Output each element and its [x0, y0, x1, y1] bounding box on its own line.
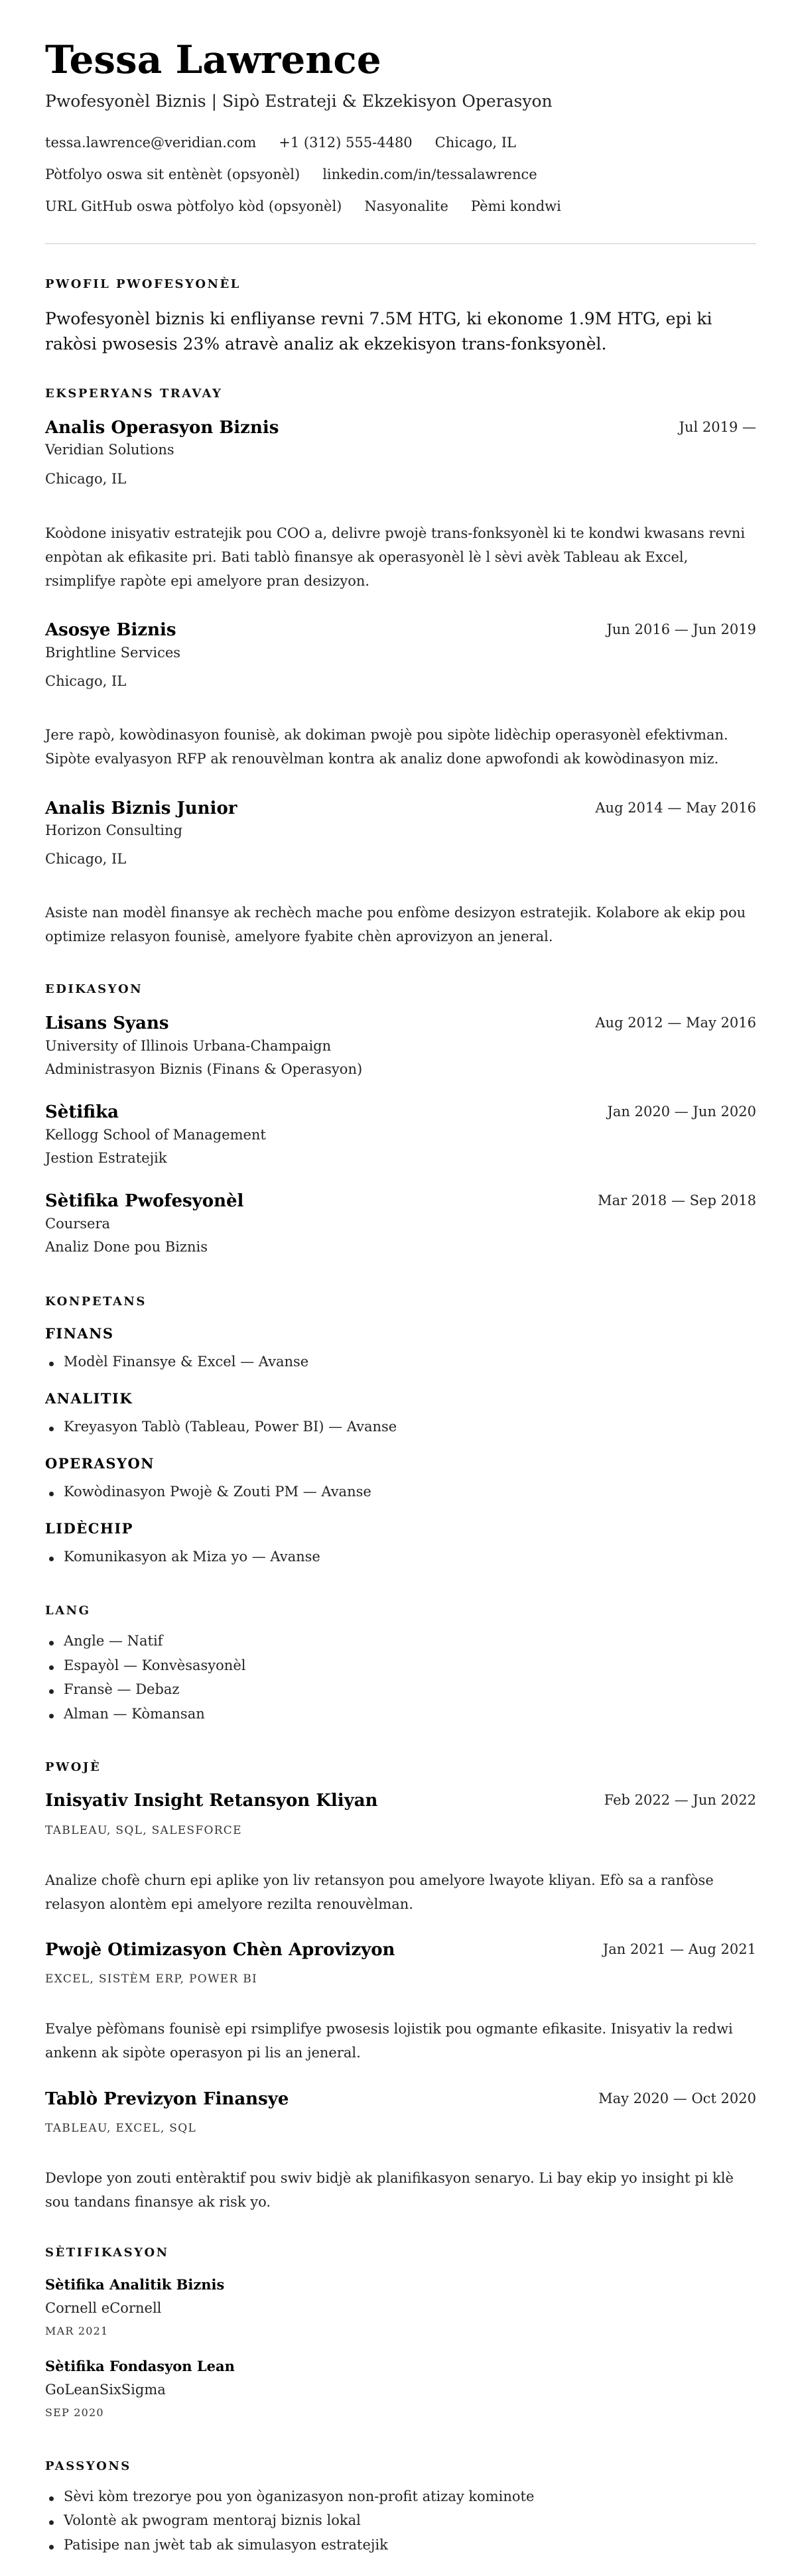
job-date: Jun 2016 — Jun 2019 [606, 621, 756, 637]
education-field: Analiz Done pou Biznis [45, 1239, 208, 1255]
profile-summary: Pwofesyonèl biznis ki enfliyanse revni 7.5M HTG, ki ekonome 1.9M HTG, epi ki rakòsi pwosesis 23% atravè analiz ak ekzekisyon trans-fonksyonèl. [45, 309, 712, 354]
location: Chicago, IL [434, 135, 516, 151]
bullet-icon [49, 1492, 54, 1496]
linkedin-link[interactable]: linkedin.com/in/tessalawrence [322, 166, 537, 182]
education-school: Coursera [45, 1216, 111, 1232]
nationality: Nasyonalite [364, 198, 448, 214]
bullet-icon [49, 1557, 54, 1561]
contact-row-links [45, 166, 537, 182]
education-degree: Sètifika Pwofesyonèl [45, 1191, 244, 1211]
job-date: Jul 2019 — [679, 419, 756, 435]
bullet-icon [49, 2520, 54, 2525]
resume-page: Tessa Lawrence Pwofesyonèl Biznis | Sipò Estrateji & Ekzekisyon Operasyon tessa.lawrence@veridian.com +1 (312) 555-4480 Chicago, IL Pòtfolyo oswa sit entènèt (opsyonèl) linkedin.com/in/tessalawrence URL GitHub oswa pòtfolyo kòd (opsyonèl) Nasyonalite Pèmi kondwi PWOFIL PWOFESYONÈL Pwofesyonèl biznis ki enfliyanse revni 7.5M HTG, ki ekonome 1.9M HTG, epi ki rakòsi pwosesis 23% atravè analiz ak ekzekisyon trans-fonksyonèl. EKSPERYANS TRAVAY Analis Operasyon Biznis Jul 2019 — Veridian Solutions Chicago, IL Koòdone inisyativ estratejik pou COO a, delivre pwojè trans-fonksyonèl ki te kondwi kwasans revni enpòtan ak efikasite pri. Bati tablò finansye ak operasyonèl lè l sèvi avèk Tableau ak Excel, rsimplifye rapòte epi amelyore pran desizyon. Asosye Biznis Jun 2016 — Jun 2019 Brightline Services Chicago, IL Jere rapò, kowòdinasyon founisè, ak dokiman pwojè pou sipòte lidèchip operasyonèl efektivman. Sipòte evalyasyon RFP ak renouvèlman kontra ak analiz done apwofondi ak kowòdinasyon miz. Analis Biznis Junior Aug 2014 — May 2016 Horizon Consulting Chicago, IL Asiste nan modèl finansye ak rechèch mache pou enfòme desizyon estratejik. Kolabore ak ekip pou optimize relasyon founisè, amelyore fyabite chèn aprovizyon an jeneral. EDIKASYON Lisans Syans Aug 2012 — May 2016 University of Illinois Urbana-Champaign Administrasyon Biznis (Finans & Operasyon) Sètifika Jan 2020 — Jun 2020 Kellogg School of Management Jestion Estratejik Sètifika Pwofesyonèl Mar 2018 — Sep 2018 Coursera Analiz Done pou Biznis KONPETANS FINANS Modèl Finansye & Excel — Avanse ANALITIK Kreyasyon Tablò (Tableau, Power BI) — Avanse OPERASYON Kowòdinasyon Pwojè & Zouti PM — Avanse LIDÈCHIP Komunikasyon ak Miza yo — Avanse LANG Angle — Natif Espayòl — Konvèsasyonèl Fransè — Debaz Alman — Kòmansan PWOJÈ Inisyativ Insight Retansyon Kliyan Feb 2022 — Jun 2022 TABLEAU, SQL, SALESFORCE Analize chofè churn epi aplike yon liv retansyon pou amelyore lwayote kliyan. Efò sa a ranfòse relasyon alontèm epi amelyore rezilta renouvèlman. Pwojè Otimizasyon Chèn Aprovizyon Jan 2021 — Aug 2021 EXCEL, SISTÈM ERP, POWER BI Evalye pèfòmans founisè epi rsimplifye pwosesis lojistik pou ogmante efikasite. Inisyativ la redwi ankenn ak sipòte operasyon pi lis an jeneral. Tablò Previzyon Finansye May 2020 — Oct 2020 TABLEAU, EXCEL, SQL Devlope yon zouti entèraktif pou swiv bidjè ak planifikasyon senaryo. Li bay ekip yo insight pi klè sou tandans finansye ak risk yo. SÈTIFIKASYON Sètifika Analitik Biznis Cornell eCornell MAR 2021 Sètifika Fondasyon Lean GoLeanSixSigma SEP 2020 PASSYONS Sèvi kòm trezorye pou yon òganizasyon non-profit atizay kominote Volontè ak pwogram mentoraj biznis lokal Patisipe nan jwèt tab ak simulasyon estratejik [45, 37, 756, 2553]
job-title: Analis Biznis Junior [45, 799, 237, 818]
certification-name: Sètifika Analitik Biznis [45, 2276, 225, 2293]
project-description: Analize chofè churn epi aplike yon liv retansyon pou amelyore lwayote kliyan. Efò sa a ranfòse relasyon alontèm epi amelyore rezilta renouvèlman. [45, 1872, 714, 1912]
skill-category: OPERASYON [45, 1455, 155, 1472]
bullet-icon [49, 1427, 54, 1431]
job-description: Jere rapò, kowòdinasyon founisè, ak dokiman pwojè pou sipòte lidèchip operasyonèl efektivman. Sipòte evalyasyon RFP ak renouvèlman kontra ak analiz done apwofondi ak kowòdinasyon miz. [45, 727, 728, 767]
contact-row-primary [45, 135, 516, 151]
section-title-education: EDIKASYON [45, 982, 143, 996]
job-description: Koòdone inisyativ estratejik pou COO a, delivre pwojè trans-fonksyonèl ki te kondwi kwasans revni enpòtan ak efikasite pri. Bati tablò finansye ak operasyonèl lè l sèvi avèk Tableau ak Excel, rsimplifye rapòte epi amelyore pran desizyon. [45, 525, 746, 589]
project-tech: TABLEAU, EXCEL, SQL [45, 2122, 197, 2135]
job-company: Veridian Solutions [45, 442, 174, 458]
certification-issuer: Cornell eCornell [45, 2300, 162, 2316]
education-date: Jan 2020 — Jun 2020 [607, 1104, 756, 1120]
education-field: Jestion Estratejik [45, 1150, 167, 1166]
bullet-icon [49, 2545, 54, 2549]
drivers-license: Pèmi kondwi [470, 198, 561, 214]
certification-date: MAR 2021 [45, 2325, 109, 2337]
headline: Pwofesyonèl Biznis | Sipò Estrateji & Ekzekisyon Operasyon [45, 92, 553, 111]
section-title-projects: PWOJÈ [45, 1760, 101, 1774]
project-description: Devlope yon zouti entèraktif pou swiv bidjè ak planifikasyon senaryo. Li bay ekip yo insight pi klè sou tandans finansye ak risk yo. [45, 2170, 734, 2210]
education-school: University of Illinois Urbana-Champaign [45, 1038, 332, 1054]
job-title: Asosye Biznis [45, 620, 176, 640]
bullet-icon [49, 1665, 54, 1670]
certification-issuer: GoLeanSixSigma [45, 2382, 166, 2398]
email-link[interactable]: tessa.lawrence@veridian.com [45, 135, 257, 151]
section-title-interests: PASSYONS [45, 2459, 131, 2473]
contact-row-extra [45, 198, 561, 214]
bullet-icon [49, 1689, 54, 1694]
project-date: Jan 2021 — Aug 2021 [602, 1941, 756, 1957]
job-date: Aug 2014 — May 2016 [595, 800, 756, 816]
project-name: Pwojè Otimizasyon Chèn Aprovizyon [45, 1940, 395, 1960]
project-date: Feb 2022 — Jun 2022 [604, 1792, 756, 1808]
skill-category: FINANS [45, 1325, 114, 1342]
section-title-languages: LANG [45, 1604, 91, 1618]
project-name: Tablò Previzyon Finansye [45, 2089, 289, 2109]
project-date: May 2020 — Oct 2020 [598, 2091, 756, 2106]
project-tech: EXCEL, SISTÈM ERP, POWER BI [45, 1972, 258, 1986]
project-name: Inisyativ Insight Retansyon Kliyan [45, 1791, 378, 1811]
bullet-icon [49, 2496, 54, 2501]
education-date: Mar 2018 — Sep 2018 [598, 1192, 756, 1208]
candidate-name: Tessa Lawrence [45, 37, 381, 82]
section-title-profile: PWOFIL PWOFESYONÈL [45, 277, 241, 291]
github-link[interactable]: URL GitHub oswa pòtfolyo kòd (opsyonèl) [45, 198, 342, 214]
project-description: Evalye pèfòmans founisè epi rsimplifye pwosesis lojistik pou ogmante efikasite. Inisyativ la redwi ankenn ak sipòte operasyon pi lis an jeneral. [45, 2021, 733, 2061]
skill-category: LIDÈCHIP [45, 1520, 133, 1537]
skill-category: ANALITIK [45, 1390, 133, 1407]
job-company: Brightline Services [45, 645, 181, 661]
section-title-skills: KONPETANS [45, 1295, 147, 1309]
job-title: Analis Operasyon Biznis [45, 418, 279, 438]
job-location: Chicago, IL [45, 851, 127, 867]
section-title-experience: EKSPERYANS TRAVAY [45, 387, 223, 401]
bullet-icon [49, 1714, 54, 1718]
bullet-icon [49, 1362, 54, 1366]
section-title-certifications: SÈTIFIKASYON [45, 2246, 169, 2260]
certification-date: SEP 2020 [45, 2406, 104, 2419]
portfolio-link[interactable]: Pòtfolyo oswa sit entènèt (opsyonèl) [45, 166, 300, 182]
certification-name: Sètifika Fondasyon Lean [45, 2358, 235, 2374]
job-description: Asiste nan modèl finansye ak rechèch mache pou enfòme desizyon estratejik. Kolabore ak ekip pou optimize relasyon founisè, amelyore fyabite chèn aprovizyon an jeneral. [45, 905, 746, 944]
education-school: Kellogg School of Management [45, 1127, 266, 1143]
phone-number[interactable]: +1 (312) 555-4480 [279, 135, 413, 151]
job-company: Horizon Consulting [45, 822, 182, 838]
education-degree: Lisans Syans [45, 1013, 169, 1033]
education-date: Aug 2012 — May 2016 [595, 1015, 756, 1031]
education-degree: Sètifika [45, 1102, 119, 1122]
project-tech: TABLEAU, SQL, SALESFORCE [45, 1824, 242, 1837]
job-location: Chicago, IL [45, 471, 127, 487]
education-field: Administrasyon Biznis (Finans & Operasyon) [45, 1061, 363, 1077]
bullet-icon [49, 1641, 54, 1645]
job-location: Chicago, IL [45, 673, 127, 689]
header-divider [45, 243, 756, 244]
